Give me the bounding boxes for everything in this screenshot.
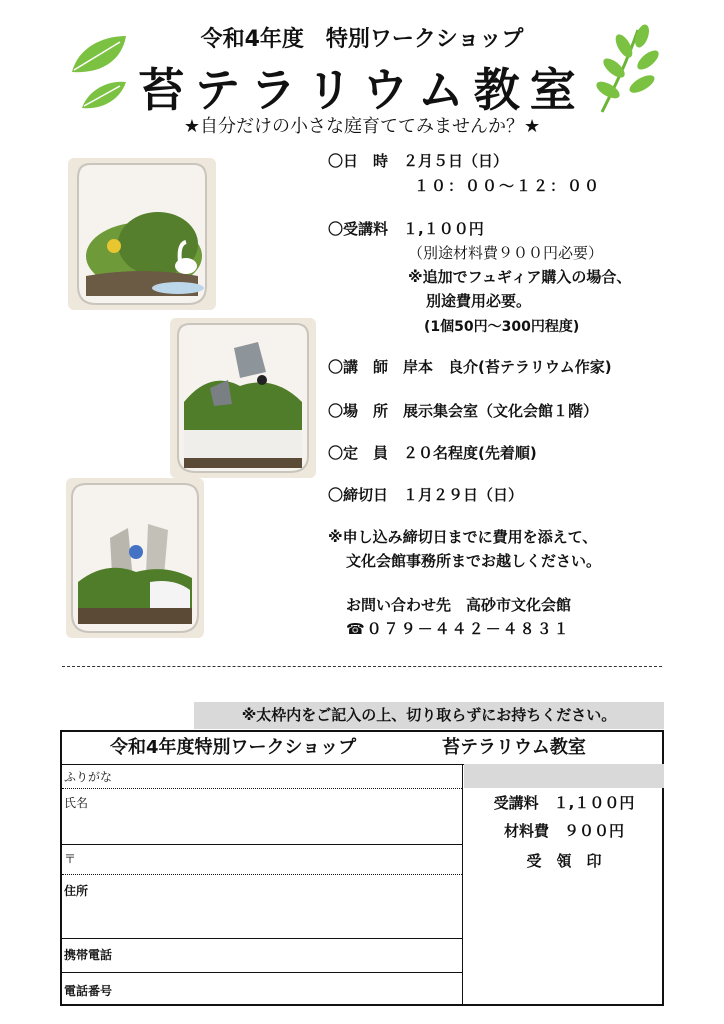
form-notice: ※太枠内をご記入の上、切り取らずにお持ちください。 [194,702,664,729]
form-title-right: 苔テラリウム教室 [442,737,586,758]
phone-label: 電話番号 [64,984,113,998]
mobile-label: 携帯電話 [64,948,113,962]
form-shaded-cell [464,764,664,788]
terrarium-photo-2 [170,318,316,478]
workshop-subtitle: 令和4年度 特別ワークショップ [200,27,524,52]
form-stamp: 受 領 印 [526,852,602,870]
info-material-fee: （別途材料費９００円必要） [408,244,604,262]
info-figure-extra: 別途費用必要。 [426,292,532,310]
info-figure-note: ※追加でフュギィア購入の場合、 [408,268,632,286]
page-title: 苔テラリウム教室 [138,63,586,117]
info-lecturer: 〇講 師 岸本 良介(苔テラリウム作家) [328,358,612,376]
name-label: 氏名 [64,796,89,810]
info-application-office: 文化会館事務所までお越しください。 [346,552,602,570]
info-capacity: 〇定 員 ２０名程度(先着順) [328,444,537,462]
info-datetime: 〇日 時 ２月５日（日） [328,152,509,170]
mobile-line [62,972,462,973]
postal-line [62,874,462,875]
furigana-line [62,788,462,789]
form-title [62,732,662,765]
info-contact: お問い合わせ先 高砂市文化会館 [346,596,572,614]
name-line [62,844,462,845]
terrarium-photo-3 [66,478,204,638]
cut-line [62,666,662,667]
info-figure-price: (1個50円～300円程度) [424,319,580,335]
application-form [60,730,664,1006]
address-line [62,938,462,939]
info-deadline: 〇締切日 １月２９日（日） [328,486,524,504]
furigana-label: ふりがな [64,770,113,784]
terrarium-photo-1 [68,158,216,310]
info-fee: 〇受講料 １,１００円 [328,220,484,238]
form-divider [462,764,463,1006]
form-material: 材料費 ９００円 [503,822,624,840]
tagline: ★自分だけの小さな庭育ててみませんか？★ [183,116,541,137]
info-phone: ☎０７９－４４２－４８３１ [346,620,571,638]
address-label: 住所 [64,884,89,898]
postal-label: 〒 [64,852,77,866]
info-venue: 〇場 所 展示集会室（文化会館１階） [328,402,599,420]
form-fee: 受講料 １,１００円 [493,794,635,812]
info-application-note: ※申し込み締切日までに費用を添えて、 [328,528,598,546]
info-time: １０：００～１２：００ [414,177,602,195]
form-title-left: 令和4年度特別ワークショップ [110,737,357,758]
